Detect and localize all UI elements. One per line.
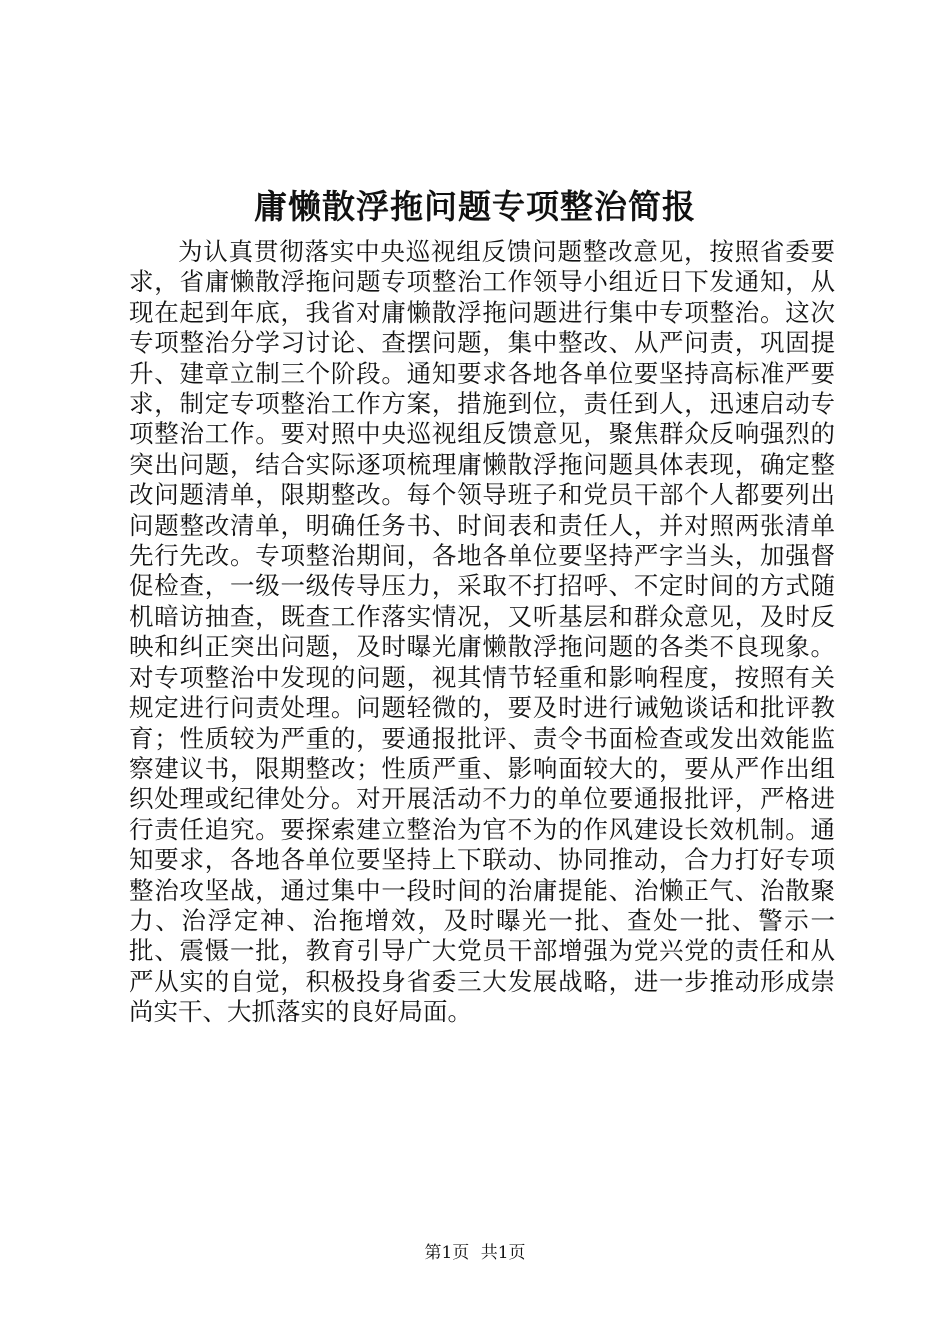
page-number: 第1页 xyxy=(424,1243,470,1263)
page-footer xyxy=(0,1241,950,1265)
page-total: 共1页 xyxy=(480,1243,526,1263)
body-paragraph: 为认真贯彻落实中央巡视组反馈问题整改意见，按照省委要求，省庸懒散浮拖问题专项整治工作领导小组近日下发通知，从现在起到年底，我省对庸懒散浮拖问题进行集中专项整治。这次专项整治分学习讨论、查摆问题，集中整改、从严问责，巩固提升、建章立制三个阶段。通知要求各地各单位要坚持高标准严要求，制定专项整治工作方案，措施到位，责任到人，迅速启动专项整治工作。要对照中央巡视组反馈意见，聚焦群众反响强烈的突出问题，结合实际逐项梳理庸懒散浮拖问题具体表现，确定整改问题清单，限期整改。每个领导班子和党员干部个人都要列出问题整改清单，明确任务书、时间表和责任人，并对照两张清单先行先改。专项整治期间，各地各单位要坚持严字当头，加强督促检查，一级一级传导压力，采取不打招呼、不定时间的方式随机暗访抽查，既查工作落实情况，又听基层和群众意见，及时反映和纠正突出问题，及时曝光庸懒散浮拖问题的各类不良现象。对专项整治中发现的问题，视其情节轻重和影响程度，按照有关规定进行问责处理。问题轻微的，要及时进行诫勉谈话和批评教育；性质较为严重的，要通报批评、责令书面检查或发出效能监察建议书，限期整改；性质严重、影响面较大的，要从严作出组织处理或纪律处分。对开展活动不力的单位要通报批评，严格进行责任追究。要探索建立整治为官不为的作风建设长效机制。通知要求，各地各单位要坚持上下联动、协同推动，合力打好专项整治攻坚战，通过集中一段时间的治庸提能、治懒正气、治散聚力、治浮定神、治拖增效，及时曝光一批、查处一批、警示一批、震慑一批，教育引导广大党员干部增强为党兴党的责任和从严从实的自觉，积极投身省委三大发展战略，进一步推动形成崇尚实干、大抓落实的良好局面。 xyxy=(129,237,835,1027)
document-title: 庸懒散浮拖问题专项整治简报 xyxy=(254,187,696,226)
